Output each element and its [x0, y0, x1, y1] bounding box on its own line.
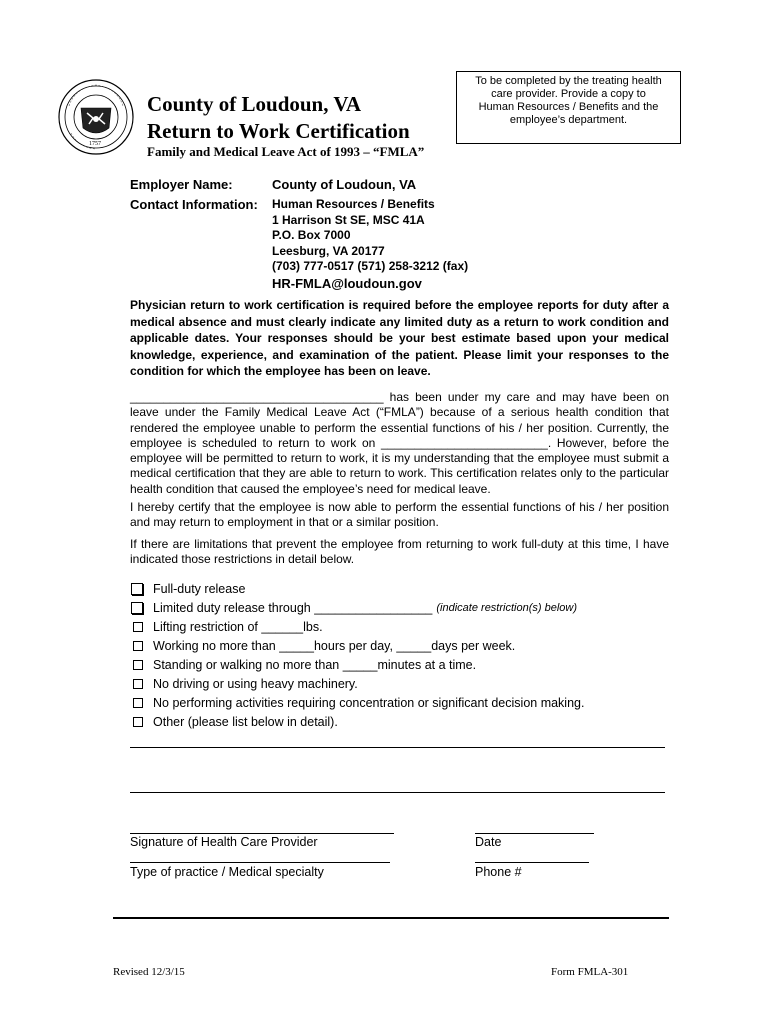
- revised-date: Revised 12/3/15: [113, 966, 185, 978]
- county-title: County of Loudoun, VA: [147, 92, 361, 116]
- instructions-paragraph: Physician return to work certification is required before the employee reports for duty after a medical absence and must clearly indicate any limited duty as a return to work condition and applicable dates. Your responses should be your best estimate based upon your medical knowledge, experience, and examination of the patient. Please limit your responses to the condition for which the employee has been on leave.: [130, 298, 669, 378]
- option-other[interactable]: [130, 712, 584, 731]
- date-line[interactable]: [475, 833, 594, 834]
- contact-line: Leesburg, VA 20177: [272, 243, 385, 258]
- phone-line[interactable]: [475, 862, 589, 863]
- option-no-concentration[interactable]: [130, 693, 584, 712]
- date-label: Date: [475, 835, 502, 849]
- provider-signature-line[interactable]: [130, 833, 394, 834]
- option-standing[interactable]: [130, 655, 584, 674]
- checkbox[interactable]: [133, 660, 143, 670]
- provider-signature-label: Signature of Health Care Provider: [130, 835, 318, 849]
- practice-line[interactable]: [130, 862, 390, 863]
- option-limited-duty[interactable]: [130, 598, 584, 617]
- form-subtitle: Family and Medical Leave Act of 1993 – “FMLA”: [147, 144, 425, 159]
- employer-name-value: County of Loudoun, VA: [272, 177, 417, 192]
- contact-line: 1 Harrison St SE, MSC 41A: [272, 212, 425, 227]
- option-label: No performing activities requiring concentration or significant decision making.: [153, 695, 585, 710]
- certification-paragraph: [130, 390, 669, 497]
- checkbox[interactable]: [133, 698, 143, 708]
- contact-line: (703) 777-0517 (571) 258-3212 (fax): [272, 259, 469, 274]
- provider-instruction-box: [456, 71, 681, 144]
- checkbox[interactable]: [131, 602, 143, 614]
- county-seal: [57, 78, 135, 156]
- return-date-blank[interactable]: _________________________: [381, 435, 548, 450]
- option-no-driving[interactable]: [130, 674, 584, 693]
- note-line: care provider. Provide a copy to: [491, 88, 646, 100]
- option-label: No driving or using heavy machinery.: [153, 676, 358, 691]
- detail-line-2[interactable]: [130, 792, 665, 793]
- certify-paragraph: I hereby certify that the employee is now able to perform the essential functions of his / her position and may return to employment in that or a similar position.: [130, 500, 669, 530]
- seal-image: [57, 78, 135, 156]
- option-label: Standing or walking no more than _____minutes at a time.: [153, 657, 477, 672]
- practice-label: Type of practice / Medical specialty: [130, 865, 324, 879]
- note-line: employee’s department.: [509, 114, 628, 126]
- note-line: Human Resources / Benefits and the: [478, 101, 659, 113]
- option-note: (indicate restriction(s) below): [436, 601, 577, 614]
- checkbox[interactable]: [131, 583, 143, 595]
- employer-name-label: Employer Name:: [130, 177, 233, 192]
- detail-line-1[interactable]: [130, 747, 665, 748]
- contact-email[interactable]: HR-FMLA@loudoun.gov: [272, 275, 422, 291]
- contact-line: P.O. Box 7000: [272, 228, 351, 243]
- phone-label: Phone #: [475, 865, 522, 879]
- option-working-hours[interactable]: [130, 636, 584, 655]
- option-lifting[interactable]: [130, 617, 584, 636]
- cert-text: . However, before the employee will be permitted to return to work, it is my understanding that the employee must submit a medical certification that they are able to return to work. This certification relates only to the particular health condition that caused the employee’s need for medical leave.: [130, 435, 669, 496]
- limitations-paragraph: If there are limitations that prevent the employee from returning to work full-duty at this time, I have indicated those restrictions in detail below.: [130, 537, 669, 567]
- option-label: Full-duty release: [153, 581, 246, 596]
- cert-text: has been under my care and may have been on leave under the Family Medical Leave Act (“FMLA”) because of a serious health condition that rendered the employee unable to perform the essential functions of his / her position. Currently, the employee is scheduled to return to work on: [130, 390, 669, 450]
- option-label: Limited duty release through _________________: [153, 600, 433, 615]
- restriction-options: [130, 579, 584, 731]
- contact-info-block: [272, 197, 468, 292]
- checkbox[interactable]: [133, 641, 143, 651]
- contact-line: Human Resources / Benefits: [272, 197, 435, 211]
- checkbox[interactable]: [133, 717, 143, 727]
- form-number: Form FMLA-301: [551, 966, 629, 978]
- patient-name-blank[interactable]: ______________________________________: [130, 390, 384, 404]
- option-label: Other (please list below in detail).: [153, 714, 338, 729]
- note-line: To be completed by the treating health: [475, 75, 662, 87]
- option-label: Lifting restriction of ______lbs.: [153, 619, 323, 634]
- bottom-divider: [113, 917, 669, 919]
- form-title: Return to Work Certification: [147, 119, 410, 143]
- checkbox[interactable]: [133, 679, 143, 689]
- contact-info-label: Contact Information:: [130, 197, 258, 212]
- checkbox[interactable]: [133, 622, 143, 632]
- seal-year: 1757: [89, 141, 101, 147]
- option-full-duty[interactable]: [130, 579, 584, 598]
- option-label: Working no more than _____hours per day, _____days per week.: [153, 638, 516, 653]
